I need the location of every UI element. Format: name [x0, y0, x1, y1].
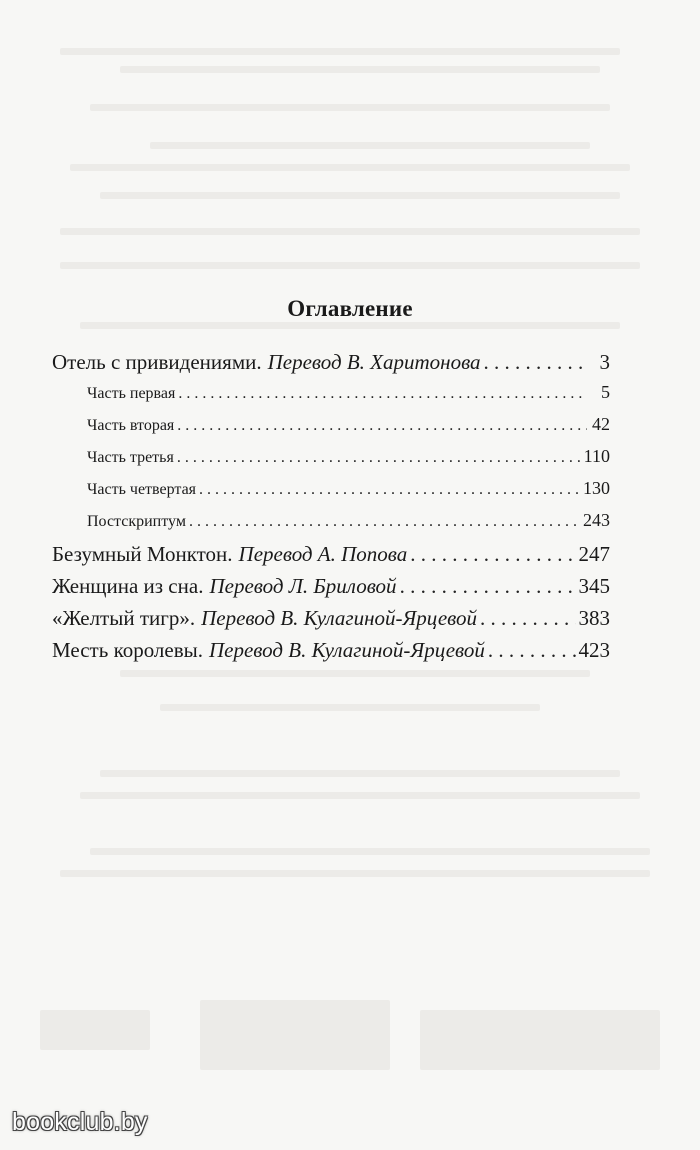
dot-leader [484, 350, 587, 375]
entry-title: Отель с привидениями. [52, 350, 262, 374]
entry-title: Постскриптум [87, 513, 186, 530]
entry-title: Часть первая [87, 385, 176, 402]
dot-leader [199, 481, 580, 499]
dot-leader [400, 574, 576, 599]
entry-page: 5 [601, 382, 610, 402]
entry-title: «Желтый тигр». [52, 606, 196, 630]
entry-page: 345 [578, 574, 610, 598]
entry-page: 42 [592, 414, 610, 434]
entry-translator: Перевод Л. Бриловой [209, 574, 397, 598]
entry-title: Часть третья [87, 449, 174, 466]
toc-entry-yellow-tiger [52, 606, 610, 638]
entry-page: 130 [583, 478, 610, 498]
dot-leader [177, 449, 581, 467]
toc-title: Оглавление [287, 296, 413, 321]
entry-page: 243 [583, 510, 610, 530]
entry-page: 247 [578, 542, 610, 566]
entry-page: 423 [578, 638, 610, 662]
entry-translator: Перевод В. Кулагиной-Ярцевой [209, 638, 485, 662]
toc-entry-part-two [52, 414, 610, 446]
site-watermark: bookclub.by [12, 1108, 148, 1136]
toc-entry-haunted-hotel [52, 350, 610, 382]
entry-title: Женщина из сна. [52, 574, 204, 598]
toc-entry-part-one [52, 382, 610, 414]
entry-page: 383 [578, 606, 610, 630]
entry-title: Часть вторая [87, 417, 175, 434]
toc-entry-queens-revenge [52, 638, 610, 670]
dot-leader [410, 542, 575, 567]
entry-page: 110 [583, 446, 610, 466]
toc-entry-part-four [52, 478, 610, 510]
entry-translator: Перевод В. Кулагиной-Ярцевой [201, 606, 477, 630]
toc-entry-part-three [52, 446, 610, 478]
entry-translator: Перевод А. Попова [238, 542, 408, 566]
entry-translator: Перевод В. Харитонова [267, 350, 481, 374]
entry-title: Безумный Монктон. [52, 542, 233, 566]
dot-leader [178, 385, 587, 403]
toc-entry-mad-monkton [52, 542, 610, 574]
dot-leader [488, 638, 576, 663]
table-of-contents [52, 350, 610, 670]
entry-title: Часть четвертая [87, 481, 197, 498]
toc-entry-dream-woman [52, 574, 610, 606]
dot-leader [480, 606, 576, 631]
entry-title: Месть королевы. [52, 638, 203, 662]
dot-leader [189, 513, 580, 531]
dot-leader [177, 417, 587, 435]
toc-entry-postscript [52, 510, 610, 542]
entry-page: 3 [599, 350, 610, 374]
